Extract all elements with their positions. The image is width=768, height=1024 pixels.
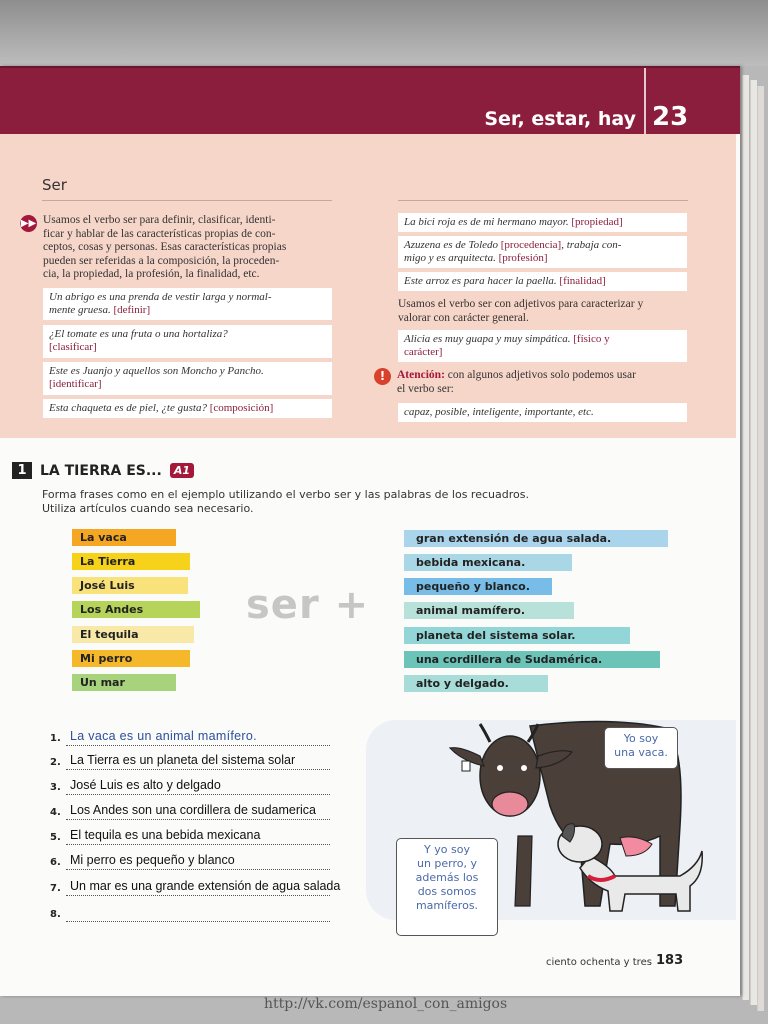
example-text: Este arroz es para hacer la paella. (404, 275, 557, 287)
predicate-box: pequeño y blanco. (404, 578, 552, 595)
section-title: Ser (42, 176, 67, 194)
attention-label: Atención: (397, 369, 445, 381)
instruction-line: Utiliza artículos cuando sea necesario. (42, 502, 254, 515)
dotted-line (66, 819, 330, 820)
subject-box: José Luis (72, 577, 188, 594)
bubble-line: un perro, y (416, 857, 478, 870)
unit-header (0, 66, 740, 134)
bubble-line: además los (415, 871, 479, 884)
example-tag: [identificar] (49, 378, 102, 390)
subject-box: El tequila (72, 626, 194, 643)
intro-line: pueden ser referidas a la composición, la proceden- (43, 254, 280, 267)
answer-number: 5. (50, 832, 61, 843)
example-box (398, 213, 687, 232)
dog-speech-bubble (396, 838, 498, 936)
instruction-line: Forma frases como en el ejemplo utilizando el verbo ser y las palabras de los recuadros. (42, 488, 529, 501)
example-tag: [propiedad] (571, 216, 623, 228)
example-box (43, 362, 332, 395)
example-tag: carácter] (404, 346, 443, 358)
intro-line: cia, la propiedad, la profesión, la finalidad, etc. (43, 268, 260, 280)
attention-text (397, 369, 695, 396)
example-box (398, 330, 687, 362)
example-box (43, 288, 332, 320)
answer-number: 4. (50, 807, 61, 818)
example-text: Azuzena es de Toledo (404, 239, 499, 251)
subject-box: Un mar (72, 674, 176, 691)
page-edge (757, 86, 764, 1011)
answer-number: 1. (50, 733, 61, 744)
answer-line[interactable] (50, 726, 330, 746)
unit-title: Ser, estar, hay (484, 108, 636, 130)
dotted-line (66, 794, 330, 795)
intro-text (43, 214, 338, 282)
example-tag: [finalidad] (559, 275, 606, 287)
predicate-box: animal mamífero. (404, 602, 574, 619)
predicate-box: planeta del sistema solar. (404, 627, 630, 644)
example-text: migo y es arquitecta. (404, 252, 496, 264)
example-tag: [definir] (113, 304, 151, 316)
bubble-line: dos somos (417, 885, 477, 898)
example-text: Este es Juanjo y aquellos son Moncho y Pancho. (49, 365, 264, 377)
dotted-line (66, 844, 330, 845)
answer-line[interactable] (50, 902, 330, 922)
answer-text: José Luis es alto y delgado (70, 778, 221, 792)
example-text: capaz, posible, inteligente, importante, etc. (404, 406, 594, 418)
example-text: Un abrigo es una prenda de vestir larga y normal- (49, 291, 272, 303)
answer-line[interactable] (50, 825, 330, 845)
subject-box: La vaca (72, 529, 176, 546)
answer-line[interactable] (50, 850, 330, 870)
dotted-line (66, 921, 330, 922)
attention-icon: ! (374, 368, 391, 385)
example-text: Esta chaqueta es de piel, ¿te gusta? (49, 402, 207, 414)
answer-line[interactable] (50, 775, 330, 795)
example-tag: [procedencia] (500, 239, 562, 251)
page-edge (742, 75, 749, 1000)
answer-text: La vaca es un animal mamífero. (70, 729, 257, 743)
predicate-box: alto y delgado. (404, 675, 548, 692)
example-text: Alicia es muy guapa y muy simpática. (404, 333, 571, 345)
exercise-heading: LA TIERRA ES... (40, 462, 162, 479)
page-number-words: ciento ochenta y tres (546, 957, 652, 968)
example-tag: [clasificar] (49, 341, 97, 353)
bubble-line: Y yo soy (424, 843, 470, 856)
example-tag: [profesión] (498, 252, 548, 264)
predicate-box: bebida mexicana. (404, 554, 572, 571)
dotted-line (66, 895, 330, 896)
divider (398, 200, 688, 201)
bubble-line: una vaca. (614, 746, 668, 759)
predicate-box: gran extensión de agua salada. (404, 530, 668, 547)
scan-background (0, 0, 768, 66)
header-divider (644, 68, 646, 134)
exercise-number: 1 (12, 462, 32, 479)
unit-number: 23 (652, 102, 689, 132)
answer-text: Los Andes son una cordillera de sudamerica (70, 803, 316, 817)
bubble-line: mamíferos. (415, 899, 479, 912)
example-tag: [composición] (209, 402, 274, 414)
answer-number: 3. (50, 782, 61, 793)
answer-text: Mi perro es pequeño y blanco (70, 853, 235, 867)
example-tag: [físico y (573, 333, 610, 345)
text-line: el verbo ser: (397, 382, 454, 395)
intro-line: Usamos el verbo ser para definir, clasificar, identi- (43, 214, 276, 226)
dotted-line (66, 769, 330, 770)
adjectives-text (398, 298, 693, 325)
answer-number: 7. (50, 883, 61, 894)
bubble-line: Yo soy (623, 732, 659, 745)
dotted-line (66, 745, 330, 746)
subject-box: Mi perro (72, 650, 190, 667)
example-text: ¿El tomate es una fruta o una hortaliza? (49, 328, 228, 340)
answer-text: El tequila es una bebida mexicana (70, 828, 261, 842)
cow-speech-bubble (604, 727, 678, 769)
answer-text: Un mar es una grande extensión de agua salada (70, 879, 341, 893)
subject-box: Los Andes (72, 601, 200, 618)
example-box (43, 325, 332, 358)
example-box (398, 272, 687, 291)
level-badge: A1 (170, 463, 194, 478)
intro-line: ceptos, cosas y personas. Esas características propias (43, 241, 287, 253)
play-arrow-icon: ▶▶ (20, 215, 37, 232)
example-box (398, 236, 687, 268)
predicate-box: una cordillera de Sudamérica. (404, 651, 660, 668)
example-box (43, 399, 332, 418)
example-text: , trabaja con- (561, 239, 622, 251)
exercise-instructions (42, 488, 529, 516)
answer-line[interactable] (50, 800, 330, 820)
text-line: Usamos el verbo ser con adjetivos para caracterizar y (398, 298, 644, 310)
text-line: valorar con carácter general. (398, 311, 529, 324)
answer-line[interactable] (50, 750, 330, 770)
intro-line: ficar y hablar de las características propias de con- (43, 227, 276, 240)
answer-number: 8. (50, 909, 61, 920)
answer-number: 6. (50, 857, 61, 868)
text-line: con algunos adjetivos solo podemos usar (447, 369, 636, 381)
answer-number: 2. (50, 757, 61, 768)
answer-line[interactable] (50, 876, 341, 896)
watermark-url: http://vk.com/espanol_con_amigos (264, 996, 508, 1012)
page-number: 183 (656, 953, 684, 968)
divider (42, 200, 332, 201)
answer-text: La Tierra es un planeta del sistema solar (70, 753, 296, 767)
page-edge (750, 80, 757, 1005)
exercise-title (12, 462, 194, 479)
subject-box: La Tierra (72, 553, 190, 570)
ser-plus-label: ser + (246, 582, 370, 628)
example-box (398, 403, 687, 422)
example-text: La bici roja es de mi hermano mayor. (404, 216, 569, 228)
example-text: mente gruesa. (49, 304, 111, 316)
dotted-line (66, 869, 330, 870)
